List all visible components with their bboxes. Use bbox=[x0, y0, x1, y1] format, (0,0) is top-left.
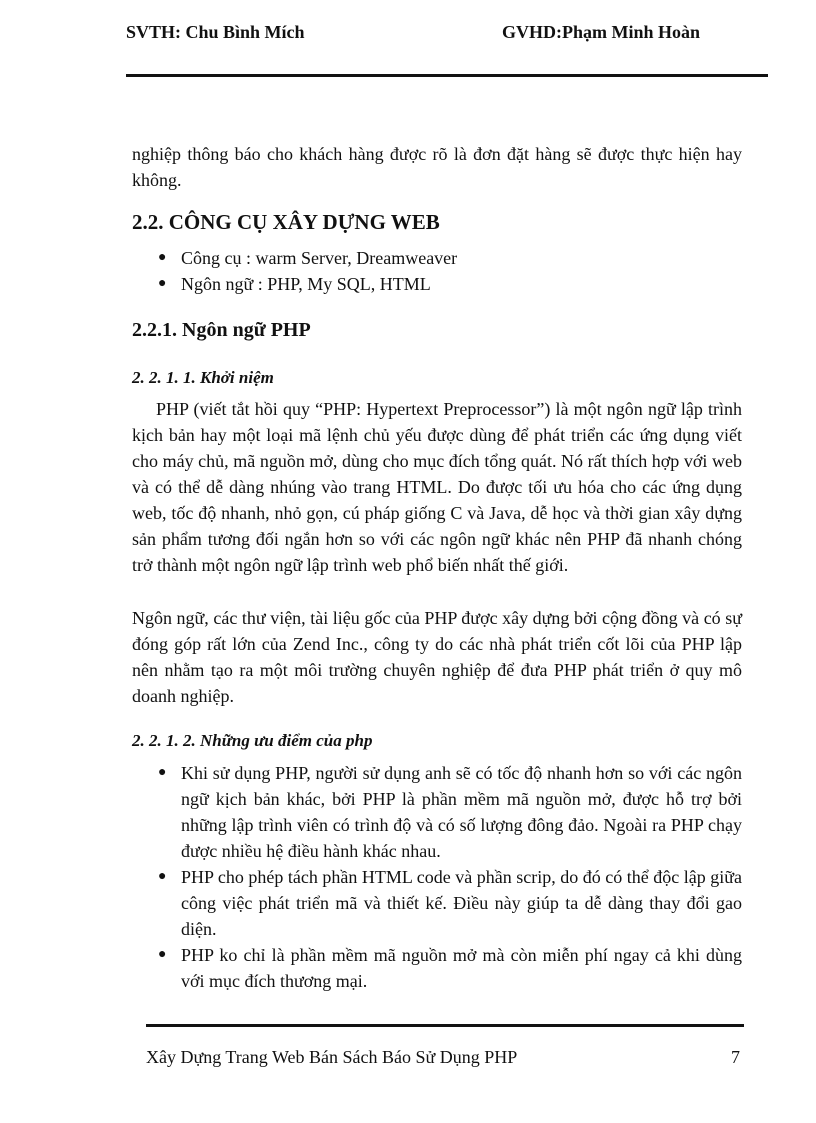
bullet-icon: ● bbox=[158, 250, 167, 265]
community-paragraph: Ngôn ngữ, các thư viện, tài liệu gốc của PHP được xây dựng bởi cộng đồng và có sự đóng góp rất lớn của Zend Inc., công ty do các nhà phát triển cốt lõi của PHP lập nên nhằm tạo ra một môi trường chuyên nghiệp để đưa PHP phát triển ở quy mô doanh nghiệp. bbox=[132, 608, 742, 706]
bullet-icon: ● bbox=[158, 765, 167, 780]
subsection-definition-title: 2. 2. 1. 1. Khởi niệm bbox=[132, 368, 274, 387]
header-advisor: GVHD:Phạm Minh Hoàn bbox=[502, 22, 701, 42]
subsection-advantages-title: 2. 2. 1. 2. Những ưu điểm của php bbox=[132, 731, 373, 750]
definition-paragraph: PHP (viết tắt hồi quy “PHP: Hypertext Preprocessor”) là một ngôn ngữ lập trình kịch bản hay một loại mã lệnh chủ yếu được dùng để phát triển các ứng dụng viết cho máy chủ, mã nguồn mở, dùng cho mục đích tổng quát. Nó rất thích hợp với web và có thể dễ dàng nhúng vào trang HTML. Do được tối ưu hóa cho các ứng dụng web, tốc độ nhanh, nhỏ gọn, cú pháp giống C và Java, dễ học và thời gian xây dựng sản phẩm tương đối ngắn hơn so với các ngôn ngữ khác nên PHP đã nhanh chóng trở thành một ngôn ngữ lập trình web phổ biến nhất thế giới. bbox=[132, 399, 742, 575]
bullet-icon: ● bbox=[158, 276, 167, 291]
list-item: ● Khi sử dụng PHP, người sử dụng anh sẽ có tốc độ nhanh hơn so với các ngôn ngữ kịch bản khác, bởi PHP là phần mềm mã nguồn mở, được hỗ trợ bởi những lập trình viên có trình độ và có số lượng đông đảo. Ngoài ra PHP chạy được nhiều hệ điều hành khác nhau. bbox=[156, 760, 742, 864]
intro-paragraph: nghiệp thông báo cho khách hàng được rõ là đơn đặt hàng sẽ được thực hiện hay không. bbox=[132, 144, 742, 190]
advantages-list bbox=[156, 760, 742, 994]
page-number: 7 bbox=[731, 1047, 740, 1067]
header-rule bbox=[126, 74, 768, 77]
footer-title: Xây Dựng Trang Web Bán Sách Báo Sử Dụng PHP bbox=[146, 1047, 518, 1067]
list-item: ● PHP ko chỉ là phần mềm mã nguồn mở mà còn miễn phí ngay cả khi dùng với mục đích thương mại. bbox=[156, 942, 742, 994]
footer-rule bbox=[146, 1024, 744, 1027]
section-2-2-1-title: 2.2.1. Ngôn ngữ PHP bbox=[132, 319, 311, 341]
list-item: ● PHP cho phép tách phần HTML code và phần scrip, do đó có thể độc lập giữa công việc phát triển mã và thiết kế. Điều này giúp ta dễ dàng thay đổi gao diện. bbox=[156, 864, 742, 942]
list-item: ● Ngôn ngữ : PHP, My SQL, HTML bbox=[156, 271, 742, 297]
section-2-2-title: 2.2. CÔNG CỤ XÂY DỰNG WEB bbox=[132, 210, 440, 234]
bullet-icon: ● bbox=[158, 947, 167, 962]
header-student: SVTH: Chu Bình Mích bbox=[126, 22, 305, 42]
list-item: ● Công cụ : warm Server, Dreamweaver bbox=[156, 245, 742, 271]
bullet-icon: ● bbox=[158, 869, 167, 884]
section-2-2-list bbox=[156, 245, 742, 297]
